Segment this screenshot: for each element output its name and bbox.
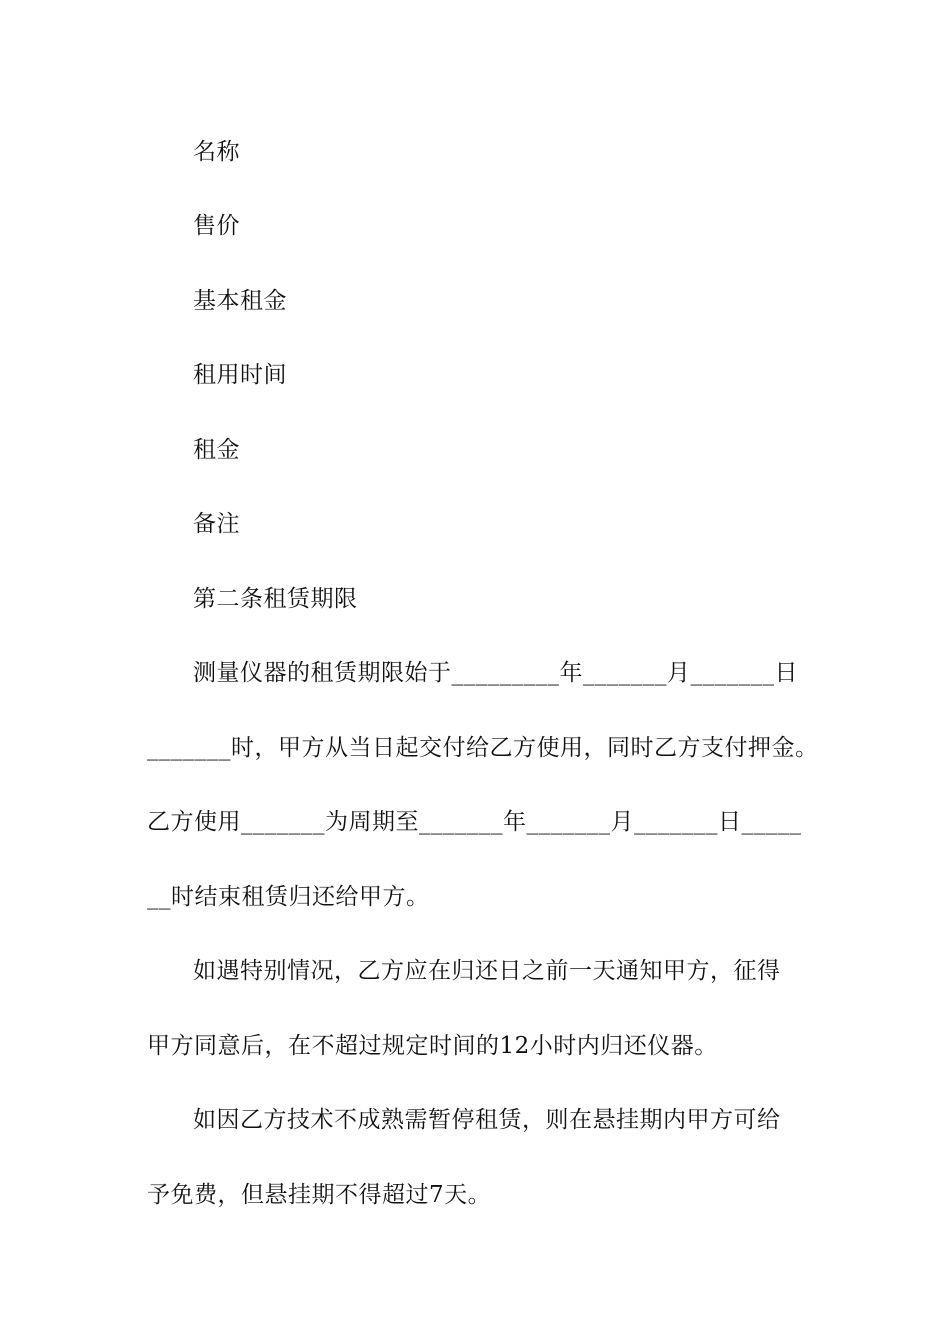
paragraph-line: 甲方同意后，在不超过规定时间的12小时内归还仪器。	[147, 1033, 718, 1059]
section-heading: 第二条租赁期限	[193, 586, 358, 612]
field-rent: 租金	[193, 437, 240, 463]
paragraph-line: 乙方使用_______为周期至_______年_______月_______日_____	[147, 809, 802, 835]
field-rental-time: 租用时间	[193, 362, 287, 388]
paragraph-line: 如遇特别情况，乙方应在归还日之前一天通知甲方，征得	[193, 958, 781, 984]
field-base-rent: 基本租金	[193, 288, 287, 314]
field-name: 名称	[193, 139, 240, 165]
paragraph-line: __时结束租赁归还给甲方。	[147, 884, 430, 910]
field-price: 售价	[193, 213, 240, 239]
paragraph-line: 如因乙方技术不成熟需暂停租赁，则在悬挂期内甲方可给	[193, 1107, 781, 1133]
paragraph-line: _______时，甲方从当日起交付给乙方使用，同时乙方支付押金。	[147, 735, 819, 761]
field-remarks: 备注	[193, 511, 240, 537]
paragraph-line: 测量仪器的租赁期限始于_________年_______月_______日	[193, 660, 798, 686]
paragraph-line: 予免费，但悬挂期不得超过7天。	[147, 1182, 492, 1208]
